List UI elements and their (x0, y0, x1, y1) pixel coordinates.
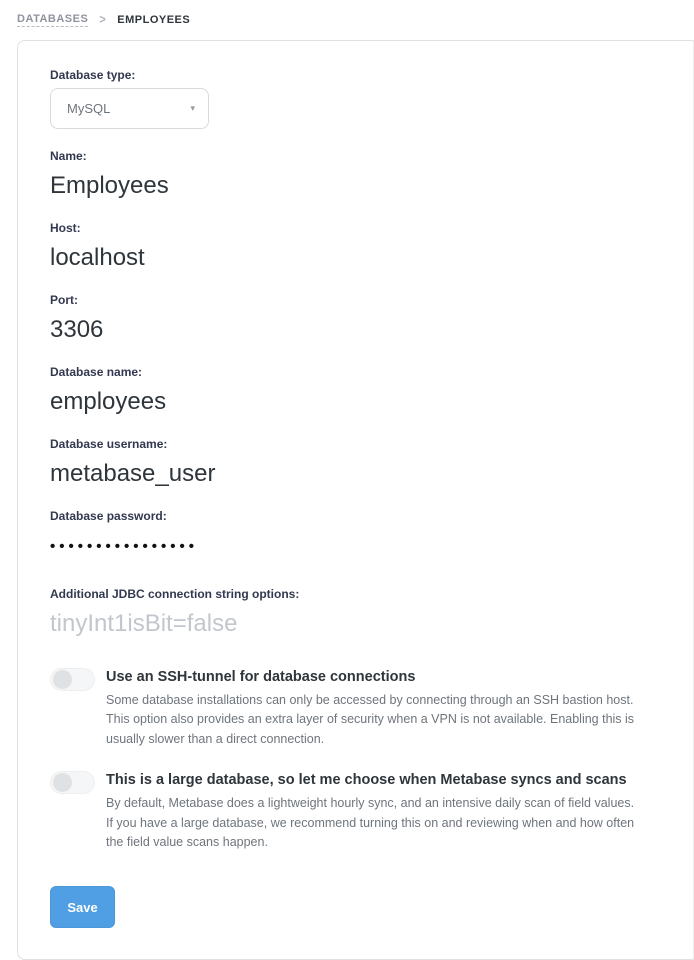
database-type-label: Database type: (50, 68, 136, 82)
save-button[interactable]: Save (50, 886, 115, 928)
name-label: Name: (50, 149, 87, 163)
chevron-down-icon: ▾ (190, 103, 195, 113)
database-username-input[interactable] (50, 457, 661, 490)
database-name-input[interactable] (50, 385, 661, 418)
database-type-selected-value: MySQL (67, 101, 111, 116)
large-database-section (50, 770, 661, 852)
host-group (50, 221, 661, 274)
name-group (50, 149, 661, 202)
host-input[interactable] (50, 241, 661, 274)
chevron-right-icon: > (99, 12, 107, 28)
database-password-input[interactable] (50, 529, 661, 563)
database-password-group (50, 509, 661, 563)
ssh-tunnel-section (50, 667, 661, 749)
database-password-label: Database password: (50, 509, 167, 523)
jdbc-options-input[interactable] (50, 607, 661, 640)
database-form-card (17, 40, 694, 960)
database-username-group (50, 437, 661, 490)
database-type-group (50, 68, 661, 129)
large-database-text (106, 770, 643, 852)
large-database-toggle-knob (53, 773, 72, 792)
name-input[interactable] (50, 169, 661, 202)
ssh-tunnel-toggle-knob (53, 670, 72, 689)
breadcrumb (0, 0, 694, 27)
port-group (50, 293, 661, 346)
port-label: Port: (50, 293, 78, 307)
breadcrumb-current-employees: EMPLOYEES (117, 14, 191, 26)
database-username-label: Database username: (50, 437, 168, 451)
ssh-tunnel-text (106, 667, 643, 749)
host-label: Host: (50, 221, 81, 235)
port-input[interactable] (50, 313, 661, 346)
database-name-group (50, 365, 661, 418)
large-database-title: This is a large database, so let me choose when Metabase syncs and scans (106, 772, 627, 789)
ssh-tunnel-description: Some database installations can only be accessed by connecting through an SSH bastion host. This option also provides an extra layer of security when a VPN is not available. Enabling this is usually slower than a direct connection. (106, 693, 635, 746)
large-database-toggle[interactable] (50, 771, 95, 794)
ssh-tunnel-title: Use an SSH-tunnel for database connections (106, 669, 416, 685)
large-database-description: By default, Metabase does a lightweight hourly sync, and an intensive daily scan of field values. If you have a large database, we recommend turning this on and reviewing when and how often the field value scans happen. (106, 796, 635, 849)
ssh-tunnel-toggle[interactable] (50, 668, 95, 691)
jdbc-options-label: Additional JDBC connection string options: (50, 587, 300, 601)
database-name-label: Database name: (50, 365, 143, 379)
breadcrumb-link-databases[interactable]: DATABASES (17, 13, 89, 25)
database-type-select[interactable] (50, 88, 209, 129)
jdbc-options-group (50, 587, 661, 640)
